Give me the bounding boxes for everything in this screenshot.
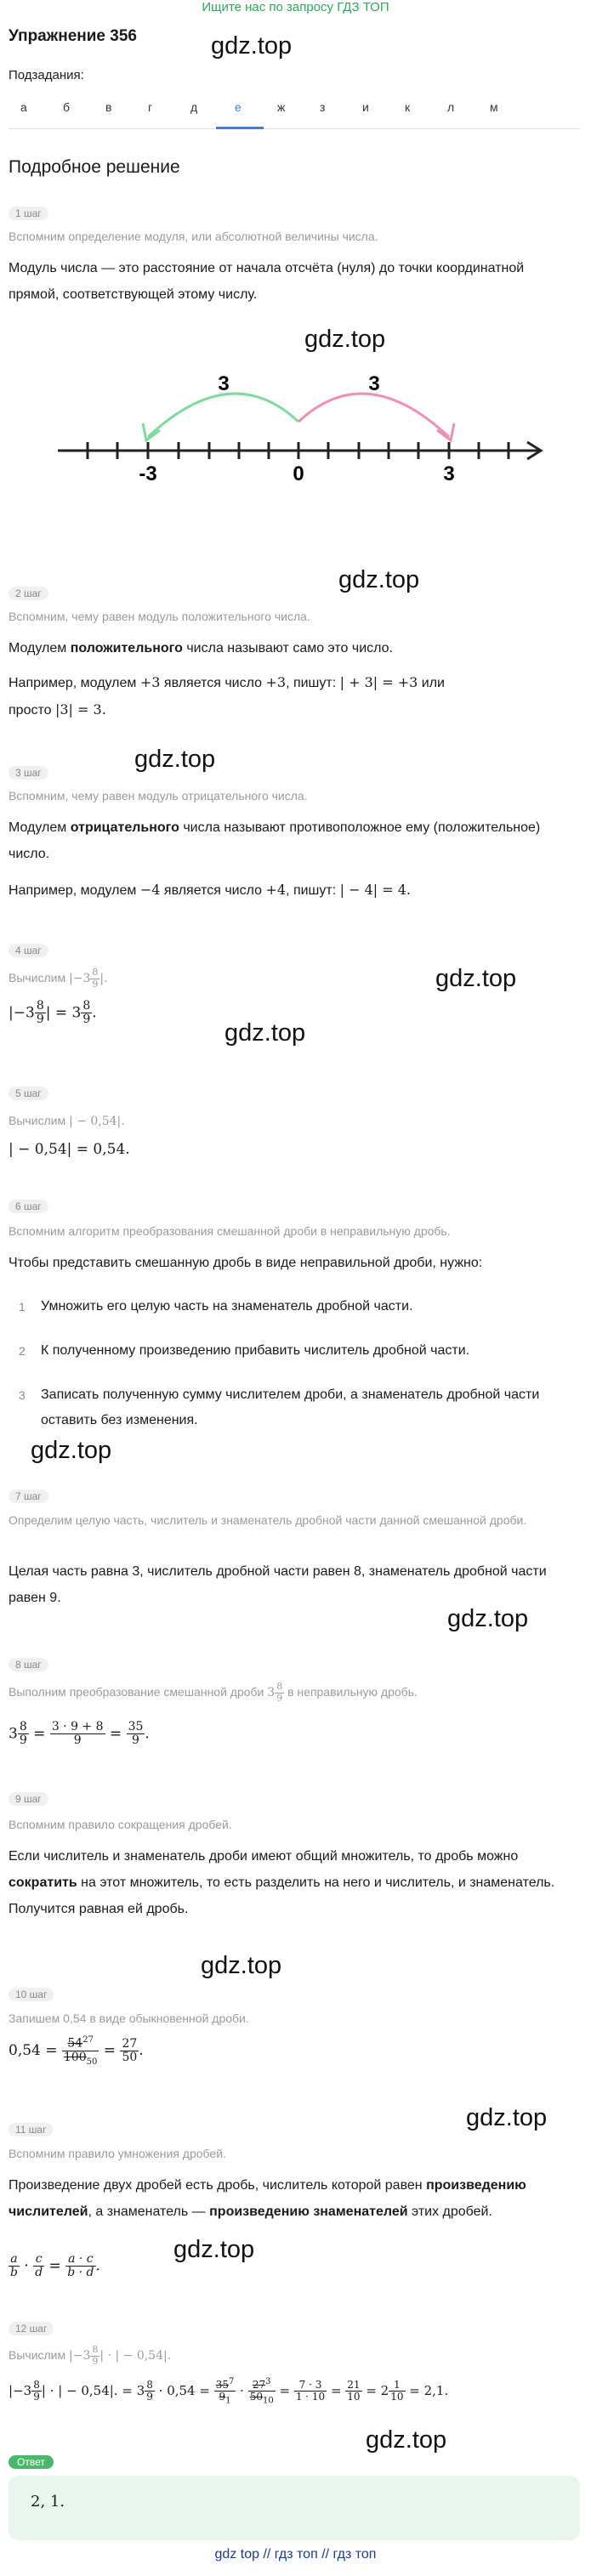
number-line-figure (49, 357, 551, 485)
step-8-calc: 3 $\frac{8}{9}$ = $\frac{3 \cdot 9 + 8}{9}$ = $\frac{35}{9}$ . (9, 1720, 150, 1748)
step-11-badge: 11 шаг (9, 2123, 53, 2136)
tick-label-3: 3 (443, 462, 455, 485)
step-4-hint: Вычислим |−3 $\frac{8}{9}$ |. (9, 967, 108, 990)
step-1-badge: 1 шаг (9, 207, 48, 220)
step-6-item-1-number: 1 (19, 1300, 26, 1314)
subtask-v[interactable]: в (105, 100, 112, 114)
left-arc-label: 3 (218, 372, 230, 395)
section-title: Подробное решение (9, 157, 180, 177)
answer-value: 2, 1. (31, 2493, 65, 2511)
footer-links[interactable]: gdz top // гдз топ // гдз топ (214, 2547, 377, 2562)
right-arc-arrowhead (437, 423, 454, 440)
step-6-item-2-number: 2 (19, 1344, 26, 1358)
left-arc-arrowhead (143, 423, 160, 440)
watermark: gdz.top (224, 1019, 306, 1047)
step-2-text: Модулем положительного числа называют само это число. (9, 641, 393, 655)
step-9-text: Если числитель и знаменатель дроби имеют общий множитель, то дробь можно сократить на этот множитель, то есть разделить на него и числитель, и знаменатель. Получится равная ей дробь. (9, 1849, 555, 1916)
step-10-calc: 0,54 = $\frac{54^{27}}{100_{50}}$ = $\frac{27}{50}$ . (9, 2035, 144, 2067)
watermark: gdz.top (466, 2104, 548, 2131)
watermark: gdz.top (304, 326, 386, 353)
step-11-formula: $\frac{a}{b}$ · $\frac{c}{d}$ = $\frac{a \cdot c}{b \cdot d}$ . (10, 2252, 100, 2280)
step-6-item-2: К полученному произведению прибавить числитель дробной части. (41, 1343, 470, 1358)
subtasks-divider (9, 128, 580, 129)
answer-box (9, 2476, 580, 2540)
step-8-badge: 8 шаг (9, 1658, 48, 1671)
subtask-d[interactable]: д (190, 100, 198, 114)
step-6-item-1: Умножить его целую часть на знаменатель дробной части. (41, 1299, 413, 1314)
step-5-badge: 5 шаг (9, 1087, 48, 1100)
step-3-text: Модулем отрицательного числа называют противоположное ему (положительное) число. (9, 820, 541, 861)
watermark: gdz.top (366, 2426, 447, 2454)
top-banner[interactable]: Ищите нас по запросу ГДЗ ТОП (202, 0, 389, 14)
step-12-hint: Вычислим |−3 $\frac{8}{9}$ | · | − 0,54|. (9, 2344, 172, 2367)
step-1-hint: Вспомним определение модуля, или абсолютной величины числа. (9, 230, 378, 243)
subtask-m[interactable]: м (490, 100, 498, 114)
step-9-hint: Вспомним правило сокращения дробей. (9, 1818, 232, 1831)
step-8-hint: Выполним преобразование смешанной дроби 3 $\frac{8}{9}$ в неправильную дробь. (9, 1681, 418, 1704)
watermark: gdz.top (211, 32, 293, 60)
watermark: gdz.top (134, 746, 216, 773)
step-11-text: Произведение двух дробей есть дробь, числитель которой равен произведению числителей, а знаменатель — произведению знаменателей этих дробей. (9, 2178, 526, 2219)
step-10-badge: 10 шаг (9, 1988, 54, 2001)
subtask-e-active[interactable]: е (235, 100, 242, 114)
watermark: gdz.top (435, 965, 517, 992)
subtask-i[interactable]: и (362, 100, 369, 114)
step-10-hint: Запишем 0,54 в виде обыкновенной дроби. (9, 2011, 249, 2025)
active-subtask-underline (216, 127, 264, 129)
step-3-example: Например, модулем −4 является число +4, пишут: | − 4| = 4. (9, 882, 412, 898)
step-6-text: Чтобы представить смешанную дробь в виде неправильной дроби, нужно: (9, 1256, 483, 1270)
step-12-badge: 12 шаг (9, 2322, 54, 2335)
left-arc (148, 394, 298, 437)
step-3-hint: Вспомним, чему равен модуль отрицательного числа. (9, 789, 308, 803)
step-11-hint: Вспомним правило умножения дробей. (9, 2147, 226, 2160)
step-6-hint: Вспомним алгоритм преобразования смешанной дроби в неправильную дробь. (9, 1224, 451, 1238)
step-6-item-3: Записать полученную сумму числителем дроби, а знаменатель дробной части оставить без изменения. (41, 1387, 540, 1427)
step-12-calc: |−3 $\frac{8}{9}$ | · | − 0,54|. = 3 $\frac{8}{9}$ · 0,54 = $\frac{35^7}{9_1}$ · $\frac{27^3}{50_{10}}$ = $\frac{7 \cdot 3}{1 \cdot 10}$ = $\frac{21}{10}$ = 2 $\frac{1}{10}$ = 2,1. (9, 2377, 449, 2406)
right-arc (298, 394, 449, 437)
subtasks-nav (9, 100, 580, 129)
watermark: gdz.top (201, 1952, 282, 1979)
answer-badge: Ответ (9, 2455, 54, 2469)
right-arc-label: 3 (368, 372, 380, 395)
step-7-hint: Определим целую часть, числитель и знаменатель дробной части данной смешанной дроби. (9, 1513, 527, 1527)
step-9-badge: 9 шаг (9, 1792, 48, 1806)
subtask-zh[interactable]: ж (277, 100, 286, 114)
step-2-badge: 2 шаг (9, 587, 48, 600)
watermark: gdz.top (173, 2236, 255, 2263)
subtasks-label: Подзадания: (9, 68, 84, 82)
step-7-badge: 7 шаг (9, 1489, 48, 1503)
step-1-text: Модуль числа — это расстояние от начала отсчёта (нуля) до точки координатной прямой, соответствующей этому числу. (9, 261, 525, 302)
step-4-result: |−3 $\frac{8}{9}$ | = 3 $\frac{8}{9}$ . (9, 999, 97, 1027)
tick-label-minus3: -3 (139, 462, 157, 485)
step-2-hint: Вспомним, чему равен модуль положительного числа. (9, 610, 310, 623)
step-7-text: Целая часть равна 3, числитель дробной части равен 8, знаменатель дробной части равен 9. (9, 1564, 547, 1605)
subtask-a[interactable]: а (20, 100, 27, 114)
subtask-g[interactable]: г (148, 100, 153, 114)
step-2-example: Например, модулем +3 является число +3, пишут: | + 3| = +3 или просто |3| = 3. (9, 674, 445, 718)
page-title: Упражнение 356 (9, 27, 137, 45)
subtask-b[interactable]: б (63, 100, 71, 114)
tick-label-zero: 0 (293, 462, 304, 485)
watermark: gdz.top (31, 1437, 112, 1464)
subtask-k[interactable]: к (405, 100, 411, 114)
step-5-result: | − 0,54| = 0,54. (9, 1141, 130, 1158)
step-4-badge: 4 шаг (9, 944, 48, 957)
step-6-badge: 6 шаг (9, 1200, 48, 1213)
watermark: gdz.top (447, 1605, 529, 1632)
step-3-badge: 3 шаг (9, 766, 48, 780)
step-6-item-3-number: 3 (19, 1388, 26, 1402)
subtask-z[interactable]: з (320, 100, 326, 114)
step-5-hint: Вычислим | − 0,54|. (9, 1114, 125, 1128)
watermark: gdz.top (338, 566, 420, 593)
subtask-l[interactable]: л (447, 100, 455, 114)
